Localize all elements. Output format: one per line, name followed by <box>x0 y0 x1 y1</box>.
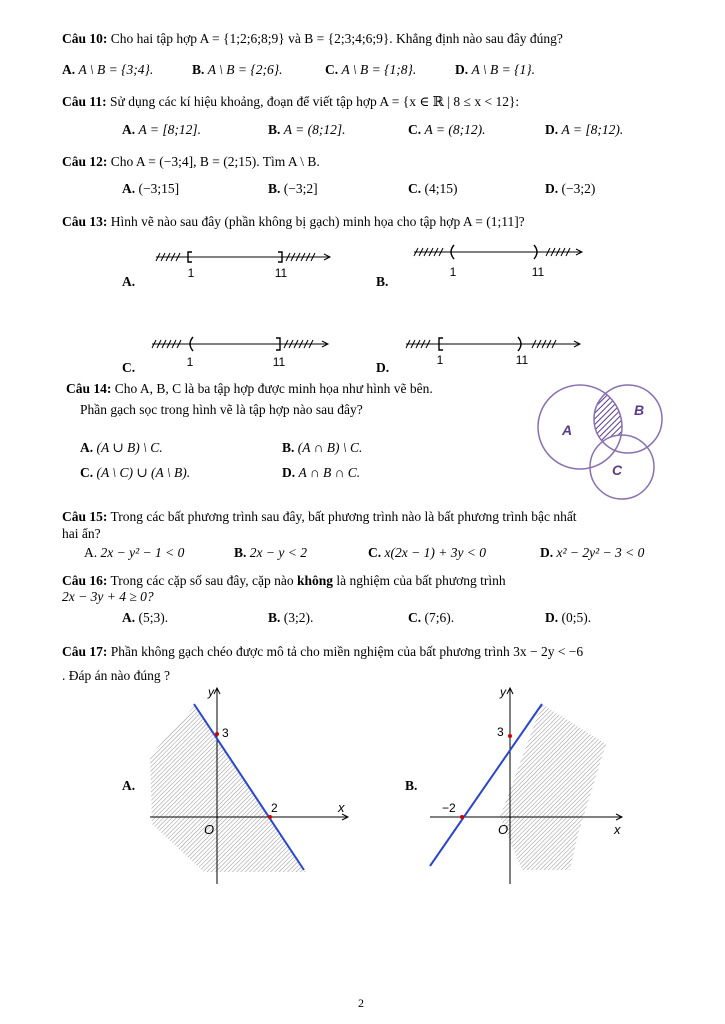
x-axis-label: x <box>338 800 345 815</box>
tick-11: 11 <box>272 355 286 369</box>
q10-opt-c: C. A \ B = {1;8}. <box>325 62 417 77</box>
q11-stem: Câu 11: Sử dụng các kí hiệu khoảng, đoạn để viết tập hợp A = {x ∈ ℝ | 8 ≤ x < 12}: <box>62 94 520 109</box>
q17-label-b: B. <box>405 778 418 793</box>
q13-numberline-d <box>402 332 592 372</box>
q13-numberline-c <box>148 332 338 372</box>
venn-label-a: A <box>562 422 573 438</box>
q15-opt-d: D. x² − 2y² − 3 < 0 <box>540 545 645 560</box>
q15-opt-b: B. 2x − y < 2 <box>234 545 307 560</box>
y-axis-label: y <box>500 685 506 699</box>
q15-stem-line2: hai ẩn? <box>62 526 101 541</box>
q10-opt-b: B. A \ B = {2;6}. <box>192 62 283 77</box>
q12-opt-a: A. (−3;15] <box>122 181 180 196</box>
q13-numberline-a <box>150 245 340 285</box>
q13-numberline-b <box>410 240 590 280</box>
q10-opt-a: A. A \ B = {3;4}. <box>62 62 154 77</box>
q11-opt-a: A. A = [8;12]. <box>122 122 201 137</box>
q15-opt-a: A. 2x − y² − 1 < 0 <box>84 545 185 560</box>
q14-opt-d: D. A ∩ B ∩ C. <box>282 465 361 480</box>
q15-stem-line1: Câu 15: Trong các bất phương trình sau đây, bất phương trình nào là bất phương trình bậc nhất <box>62 509 577 524</box>
x-axis-label: x <box>614 822 621 837</box>
q11-opt-c: C. A = (8;12). <box>408 122 486 137</box>
origin-label: O <box>204 822 215 837</box>
q17-stem-line2: . Đáp án nào đúng ? <box>62 668 170 683</box>
page-number: 2 <box>358 996 364 1010</box>
q13-label-a: A. <box>122 274 136 289</box>
q17-label-a: A. <box>122 778 136 793</box>
q12-opt-b: B. (−3;2] <box>268 181 318 196</box>
tick-1: 1 <box>186 355 194 369</box>
q10-text: Cho hai tập hợp A = {1;2;6;8;9} và B = {2;3;4;6;9}. Khẳng định nào sau đây đúng? <box>110 31 563 46</box>
y-intercept-label: 3 <box>222 726 229 740</box>
q15-opt-c: C. x(2x − 1) + 3y < 0 <box>368 545 487 560</box>
q12-stem: Câu 12: Cho A = (−3;4], B = (2;15). Tìm A \ B. <box>62 154 320 169</box>
q14-venn-diagram <box>528 383 668 501</box>
tick-11: 11 <box>531 265 545 279</box>
q14-stem-line2: Phần gạch sọc trong hình vẽ là tập hợp nào sau đây? <box>80 402 363 417</box>
q12-opt-c: C. (4;15) <box>408 181 458 196</box>
y-axis-label: y <box>208 685 214 699</box>
q16-stem-line1: Câu 16: Trong các cặp số sau đây, cặp nào không là nghiệm của bất phương trình <box>62 573 506 588</box>
x-intercept-label: −2 <box>442 801 456 815</box>
q14-stem-line1: Câu 14: Cho A, B, C là ba tập hợp được minh họa như hình vẽ bên. <box>66 381 433 396</box>
q16-stem-line2: 2x − 3y + 4 ≥ 0? <box>62 589 154 604</box>
q13-label-d: D. <box>376 360 390 375</box>
venn-label-c: C <box>612 462 623 478</box>
q17-graph-a <box>140 684 360 894</box>
q14-opt-c: C. (A \ C) ∪ (A \ B). <box>80 465 191 480</box>
q10-stem <box>62 31 563 47</box>
q12-opt-d: D. (−3;2) <box>545 181 596 196</box>
q14-opt-b: B. (A ∩ B) \ C. <box>282 440 363 455</box>
q17-graph-b <box>420 684 630 894</box>
q11-opt-b: B. A = (8;12]. <box>268 122 346 137</box>
q14-opt-a: A. (A ∪ B) \ C. <box>80 440 163 455</box>
origin-label: O <box>498 822 509 837</box>
q10-number: Câu 10: <box>62 31 108 46</box>
x-intercept-label: 2 <box>271 801 278 815</box>
q16-opt-a: A. (5;3). <box>122 610 169 625</box>
tick-1: 1 <box>187 266 195 280</box>
q17-stem-line1: Câu 17: Phần không gạch chéo được mô tả cho miền nghiệm của bất phương trình 3x − 2y < −6 <box>62 644 584 659</box>
tick-1: 1 <box>436 353 444 367</box>
q10-opt-d: D. A \ B = {1}. <box>455 62 536 77</box>
venn-label-b: B <box>634 402 645 418</box>
q11-opt-d: D. A = [8;12). <box>545 122 624 137</box>
q16-opt-c: C. (7;6). <box>408 610 455 625</box>
q13-stem: Câu 13: Hình vẽ nào sau đây (phần không bị gạch) minh họa cho tập hợp A = (1;11]? <box>62 214 525 229</box>
tick-1: 1 <box>449 265 457 279</box>
y-intercept-label: 3 <box>497 725 504 739</box>
q16-opt-b: B. (3;2). <box>268 610 314 625</box>
tick-11: 11 <box>515 353 529 367</box>
q13-label-c: C. <box>122 360 136 375</box>
q16-opt-d: D. (0;5). <box>545 610 592 625</box>
tick-11: 11 <box>274 266 288 280</box>
q13-label-b: B. <box>376 274 389 289</box>
